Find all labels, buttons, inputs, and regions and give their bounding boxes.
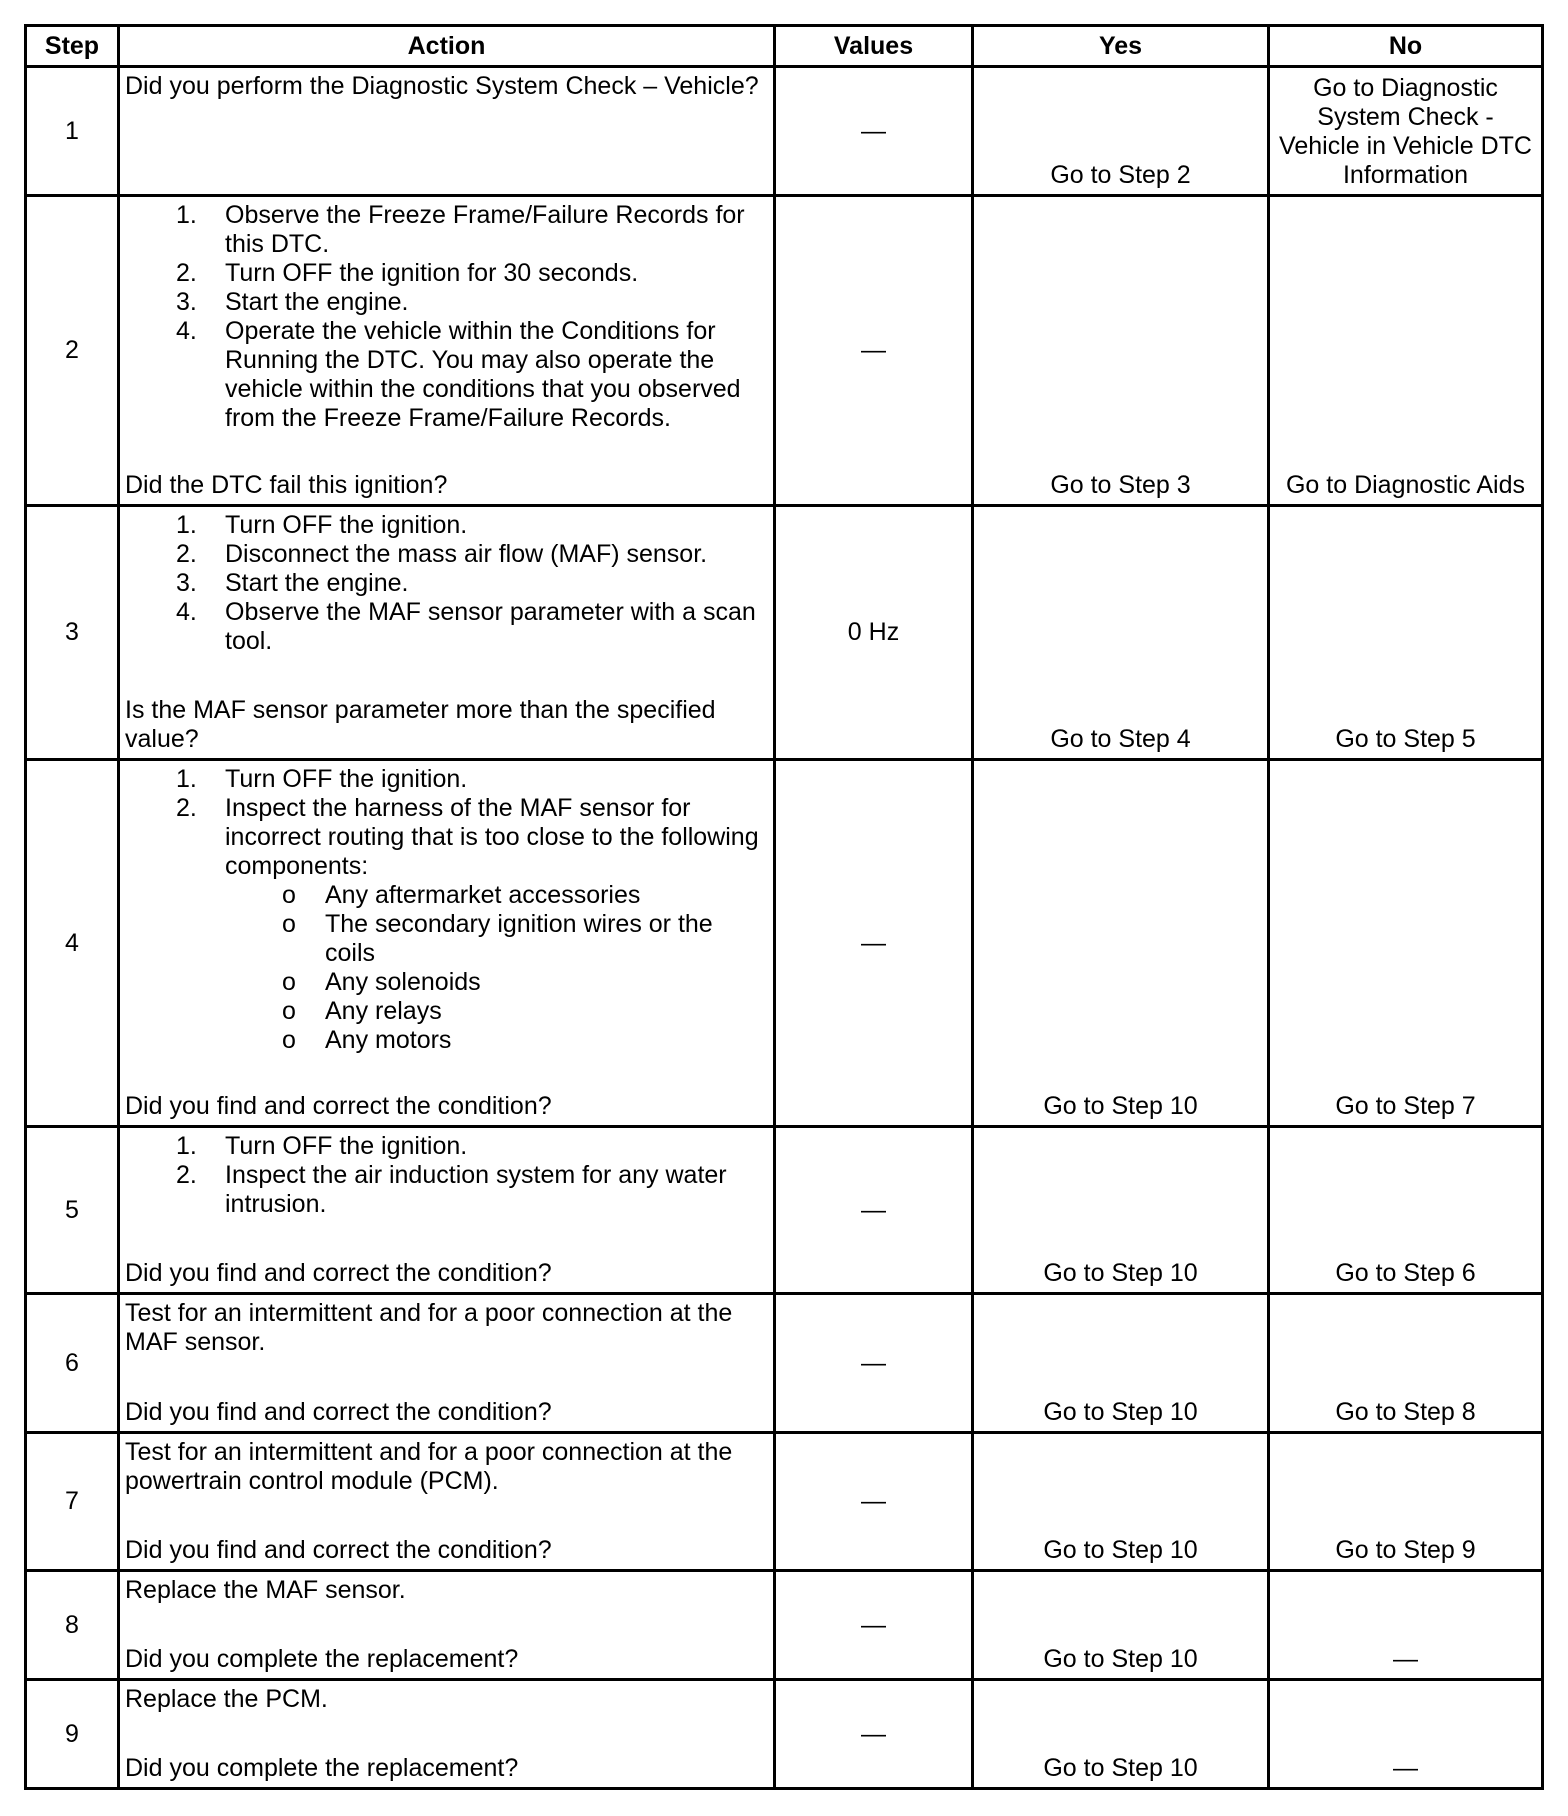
header-values	[776, 27, 971, 65]
list-number: 2.	[176, 1161, 197, 1189]
step-cell	[27, 1295, 117, 1431]
list-item-text: Turn OFF the ignition.	[225, 1132, 468, 1160]
list-number: 3.	[176, 569, 197, 597]
action-steps	[125, 511, 769, 656]
values-text: —	[861, 1195, 886, 1224]
no-cell	[1270, 761, 1541, 1125]
action-question: Did you find and correct the condition?	[125, 1536, 552, 1564]
sub-list-item	[125, 1026, 769, 1055]
values-text: 0 Hz	[847, 618, 900, 646]
no-text: Go to Diagnostic Aids	[1285, 471, 1525, 499]
list-item-text: Inspect the harness of the MAF sensor for incorrect routing that is too close to the following components:	[225, 794, 759, 880]
values-cell	[776, 1681, 971, 1787]
no-cell	[1270, 1128, 1541, 1292]
action-cell	[120, 761, 773, 1125]
values-cell	[776, 1434, 971, 1569]
action-question: Did you find and correct the condition?	[125, 1398, 552, 1426]
list-item-text: Operate the vehicle within the Conditions for Running the DTC. You may also operate the vehicle within the conditions that you observed from the Freeze Frame/Failure Records.	[225, 317, 741, 432]
sub-list-item	[125, 997, 769, 1026]
yes-cell	[974, 1681, 1267, 1787]
yes-text: Go to Step 10	[1043, 1645, 1198, 1673]
list-item-text: Observe the Freeze Frame/Failure Records for this DTC.	[225, 201, 745, 258]
list-number: 1.	[176, 765, 197, 793]
yes-cell	[974, 197, 1267, 504]
sub-list-item-text: Any aftermarket accessories	[325, 881, 641, 909]
action-steps	[125, 765, 769, 1055]
list-item	[125, 569, 769, 598]
yes-text: Go to Step 10	[1043, 1259, 1198, 1287]
no-cell	[1270, 1572, 1541, 1678]
no-cell	[1270, 1295, 1541, 1431]
bullet-marker: o	[282, 881, 296, 909]
list-item	[125, 259, 769, 288]
action-text: Test for an intermittent and for a poor connection at the powertrain control module (PCM).	[125, 1438, 733, 1495]
no-cell	[1270, 507, 1541, 758]
values-text: —	[861, 1610, 886, 1639]
step-number: 1	[65, 116, 79, 145]
values-text: —	[861, 336, 886, 364]
no-text: —	[1393, 1645, 1418, 1673]
values-cell	[776, 1295, 971, 1431]
values-cell	[776, 197, 971, 504]
list-item-text: Start the engine.	[225, 288, 409, 316]
action-cell	[120, 507, 773, 758]
no-text: Go to Step 8	[1335, 1398, 1476, 1426]
yes-text: Go to Step 10	[1043, 1398, 1198, 1426]
step-cell	[27, 1681, 117, 1787]
list-number: 3.	[176, 288, 197, 316]
header-yes	[974, 27, 1267, 65]
header-action-label: Action	[407, 31, 486, 60]
list-item-text: Turn OFF the ignition.	[225, 511, 468, 539]
header-no-label: No	[1388, 31, 1423, 60]
action-cell	[120, 68, 773, 194]
yes-cell	[974, 761, 1267, 1125]
list-item-text: Inspect the air induction system for any water intrusion.	[225, 1161, 727, 1218]
diagnostic-table	[24, 24, 1544, 1790]
sub-list-item-text: Any relays	[325, 997, 442, 1025]
step-number: 5	[65, 1195, 79, 1224]
bullet-marker: o	[282, 997, 296, 1025]
step-cell	[27, 507, 117, 758]
no-cell	[1270, 1434, 1541, 1569]
action-question: Did you find and correct the condition?	[125, 1259, 552, 1287]
no-text: Go to Step 5	[1335, 725, 1476, 753]
sub-list-item-text: Any motors	[325, 1026, 452, 1054]
action-steps	[125, 201, 769, 433]
no-text: Go to Step 7	[1335, 1092, 1476, 1120]
action-question: Is the MAF sensor parameter more than the specified value?	[125, 696, 716, 753]
action-question: Did you complete the replacement?	[125, 1645, 519, 1673]
list-number: 4.	[176, 598, 197, 626]
yes-text: Go to Step 4	[1050, 725, 1191, 753]
yes-text: Go to Step 3	[1050, 471, 1191, 499]
list-item	[125, 317, 769, 433]
list-item-text: Disconnect the mass air flow (MAF) sensor.	[225, 540, 708, 568]
list-item	[125, 288, 769, 317]
yes-text: Go to Step 10	[1043, 1754, 1198, 1782]
yes-text: Go to Step 10	[1043, 1092, 1198, 1120]
list-item-text: Turn OFF the ignition.	[225, 765, 468, 793]
yes-cell	[974, 1295, 1267, 1431]
bullet-marker: o	[282, 968, 296, 996]
list-item	[125, 1161, 769, 1219]
header-step-label: Step	[44, 31, 100, 60]
values-cell	[776, 68, 971, 194]
yes-text: Go to Step 2	[1050, 161, 1191, 189]
action-cell	[120, 1681, 773, 1787]
action-text: Did you perform the Diagnostic System Check – Vehicle?	[125, 72, 759, 100]
yes-cell	[974, 1572, 1267, 1678]
no-text: —	[1393, 1754, 1418, 1782]
action-question: Did you find and correct the condition?	[125, 1092, 552, 1120]
action-question: Did you complete the replacement?	[125, 1754, 519, 1782]
list-item	[125, 794, 769, 881]
values-cell	[776, 1128, 971, 1292]
values-cell	[776, 1572, 971, 1678]
step-cell	[27, 1572, 117, 1678]
yes-cell	[974, 1128, 1267, 1292]
values-cell	[776, 507, 971, 758]
list-number: 2.	[176, 794, 197, 822]
action-cell	[120, 1434, 773, 1569]
list-item-text: Start the engine.	[225, 569, 409, 597]
yes-cell	[974, 68, 1267, 194]
values-text: —	[861, 1487, 886, 1515]
no-text: Go to Step 6	[1335, 1259, 1476, 1287]
action-steps	[125, 1132, 769, 1219]
action-text: Replace the MAF sensor.	[125, 1576, 406, 1604]
list-item	[125, 598, 769, 656]
action-text: Replace the PCM.	[125, 1685, 328, 1713]
list-item-text: Turn OFF the ignition for 30 seconds.	[225, 259, 639, 287]
step-number: 8	[65, 1610, 79, 1639]
list-number: 1.	[176, 511, 197, 539]
action-cell	[120, 1295, 773, 1431]
yes-text: Go to Step 10	[1043, 1536, 1198, 1564]
values-text: —	[861, 1719, 886, 1748]
header-action	[120, 27, 773, 65]
step-cell	[27, 1434, 117, 1569]
header-step	[27, 27, 117, 65]
sub-list-item	[125, 881, 769, 910]
values-cell	[776, 761, 971, 1125]
list-number: 2.	[176, 259, 197, 287]
no-cell	[1270, 1681, 1541, 1787]
bullet-marker: o	[282, 910, 296, 938]
list-item-text: Observe the MAF sensor parameter with a scan tool.	[225, 598, 756, 655]
values-text: —	[861, 116, 886, 145]
step-cell	[27, 68, 117, 194]
header-values-label: Values	[833, 31, 914, 60]
sub-list-item-text: Any solenoids	[325, 968, 481, 996]
action-cell	[120, 197, 773, 504]
step-cell	[27, 1128, 117, 1292]
step-number: 7	[65, 1487, 79, 1515]
step-number: 3	[65, 618, 79, 646]
values-text: —	[861, 1348, 886, 1377]
list-number: 2.	[176, 540, 197, 568]
action-text: Test for an intermittent and for a poor connection at the MAF sensor.	[125, 1299, 733, 1356]
list-number: 4.	[176, 317, 197, 345]
yes-cell	[974, 1434, 1267, 1569]
step-number: 6	[65, 1348, 79, 1377]
list-item	[125, 511, 769, 540]
action-question: Did the DTC fail this ignition?	[125, 471, 448, 499]
sub-list-item	[125, 968, 769, 997]
list-item	[125, 201, 769, 259]
no-cell	[1270, 197, 1541, 504]
list-item	[125, 765, 769, 794]
action-cell	[120, 1128, 773, 1292]
list-item	[125, 1132, 769, 1161]
list-number: 1.	[176, 201, 197, 229]
header-no	[1270, 27, 1541, 65]
step-number: 2	[65, 336, 79, 364]
step-cell	[27, 761, 117, 1125]
step-cell	[27, 197, 117, 504]
values-text: —	[861, 928, 886, 957]
no-text: Go to Step 9	[1335, 1536, 1476, 1564]
header-yes-label: Yes	[1098, 31, 1143, 60]
no-cell	[1270, 68, 1541, 194]
step-number: 9	[65, 1719, 79, 1748]
sub-list-item-text: The secondary ignition wires or the coils	[325, 910, 713, 967]
sub-list-item	[125, 910, 769, 968]
list-item	[125, 540, 769, 569]
no-text: Go to Diagnostic System Check - Vehicle in Vehicle DTC Information	[1279, 74, 1532, 189]
action-cell	[120, 1572, 773, 1678]
step-number: 4	[65, 928, 79, 957]
list-number: 1.	[176, 1132, 197, 1160]
yes-cell	[974, 507, 1267, 758]
bullet-marker: o	[282, 1026, 296, 1054]
